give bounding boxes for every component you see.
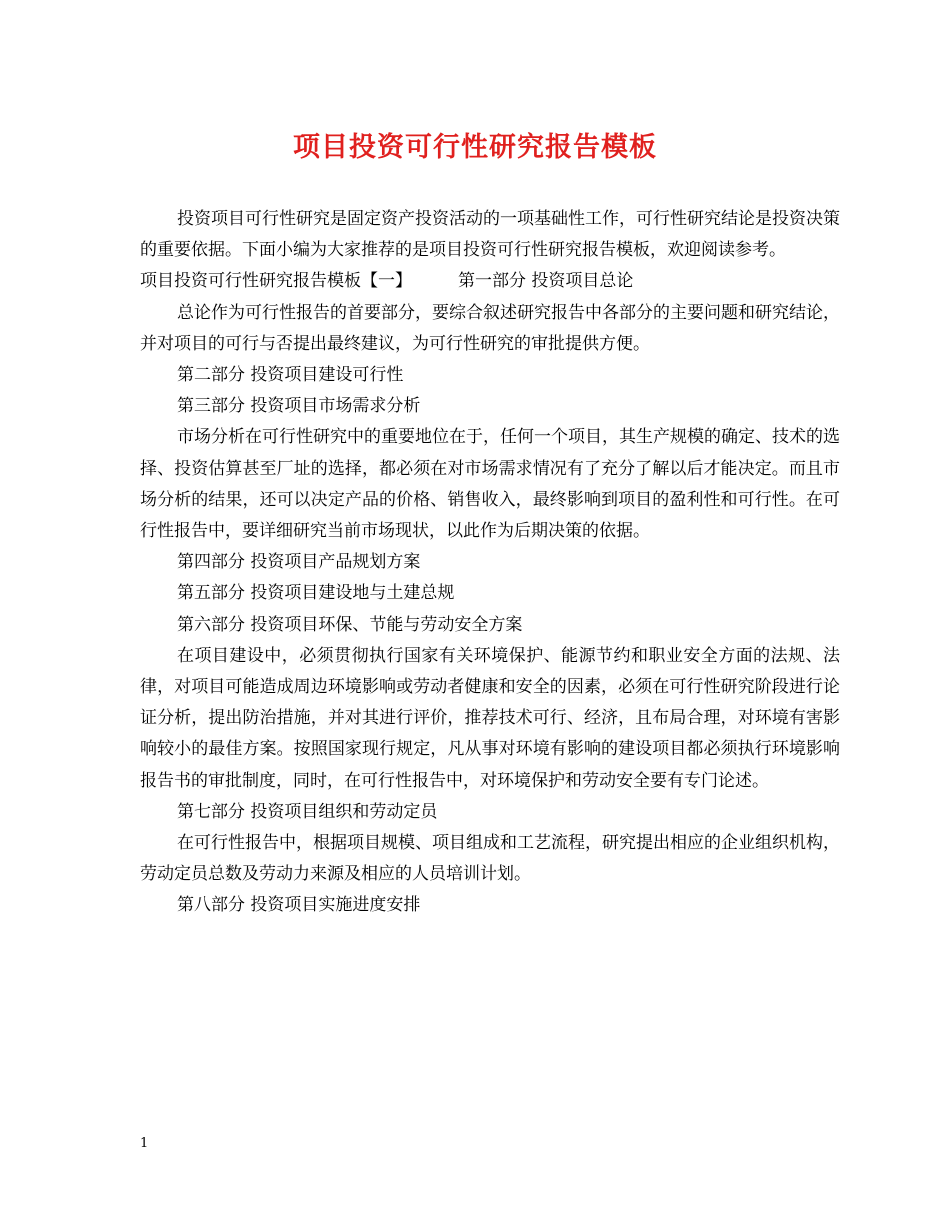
template-heading-line bbox=[140, 266, 840, 297]
page-number: 1 bbox=[140, 1136, 149, 1151]
intro-paragraph: 投资项目可行性研究是固定资产投资活动的一项基础性工作，可行性研究结论是投资决策的重要依据。下面小编为大家推荐的是项目投资可行性研究报告模板，欢迎阅读参考。 bbox=[140, 209, 840, 261]
organization-paragraph: 在可行性报告中，根据项目规模、项目组成和工艺流程，研究提出相应的企业组织机构，劳动定员总数及劳动力来源及相应的人员培训计划。 bbox=[140, 833, 840, 885]
part-six-heading: 第六部分 投资项目环保、节能与劳动安全方案 bbox=[177, 614, 523, 635]
part-eight-heading: 第八部分 投资项目实施进度安排 bbox=[177, 895, 421, 916]
page-title: 项目投资可行性研究报告模板 bbox=[293, 132, 657, 163]
part-four-heading: 第四部分 投资项目产品规划方案 bbox=[177, 552, 421, 573]
market-analysis-paragraph: 市场分析在可行性研究中的重要地位在于，任何一个项目，其生产规模的确定、技术的选择、投资估算甚至厂址的选择，都必须在对市场需求情况有了充分了解以后才能决定。而且市场分析的结果，还可以决定产品的价格、销售收入，最终影响到项目的盈利性和可行性。在可行性报告中，要详细研究当前市场现状，以此作为后期决策的依据。 bbox=[140, 427, 840, 542]
overview-paragraph: 总论作为可行性报告的首要部分，要综合叙述研究报告中各部分的主要问题和研究结论，并对项目的可行与否提出最终建议，为可行性研究的审批提供方便。 bbox=[140, 302, 840, 354]
environment-paragraph: 在项目建设中，必须贯彻执行国家有关环境保护、能源节约和职业安全方面的法规、法律，对项目可能造成周边环境影响或劳动者健康和安全的因素，必须在可行性研究阶段进行论证分析，提出防治措施，并对其进行评价，推荐技术可行、经济，且布局合理，对环境有害影响较小的最佳方案。按照国家现行规定，凡从事对环境有影响的建设项目都必须执行环境影响报告书的审批制度，同时，在可行性报告中，对环境保护和劳动安全要有专门论述。 bbox=[140, 645, 840, 791]
template-heading: 项目投资可行性研究报告模板【一】 bbox=[140, 271, 412, 292]
document-body bbox=[140, 204, 840, 922]
part-one-heading: 第一部分 投资项目总论 bbox=[458, 271, 634, 292]
part-five-heading: 第五部分 投资项目建设地与土建总规 bbox=[177, 583, 455, 604]
part-seven-heading: 第七部分 投资项目组织和劳动定员 bbox=[177, 801, 438, 822]
part-two-heading: 第二部分 投资项目建设可行性 bbox=[177, 365, 404, 386]
part-three-heading: 第三部分 投资项目市场需求分析 bbox=[177, 396, 421, 417]
